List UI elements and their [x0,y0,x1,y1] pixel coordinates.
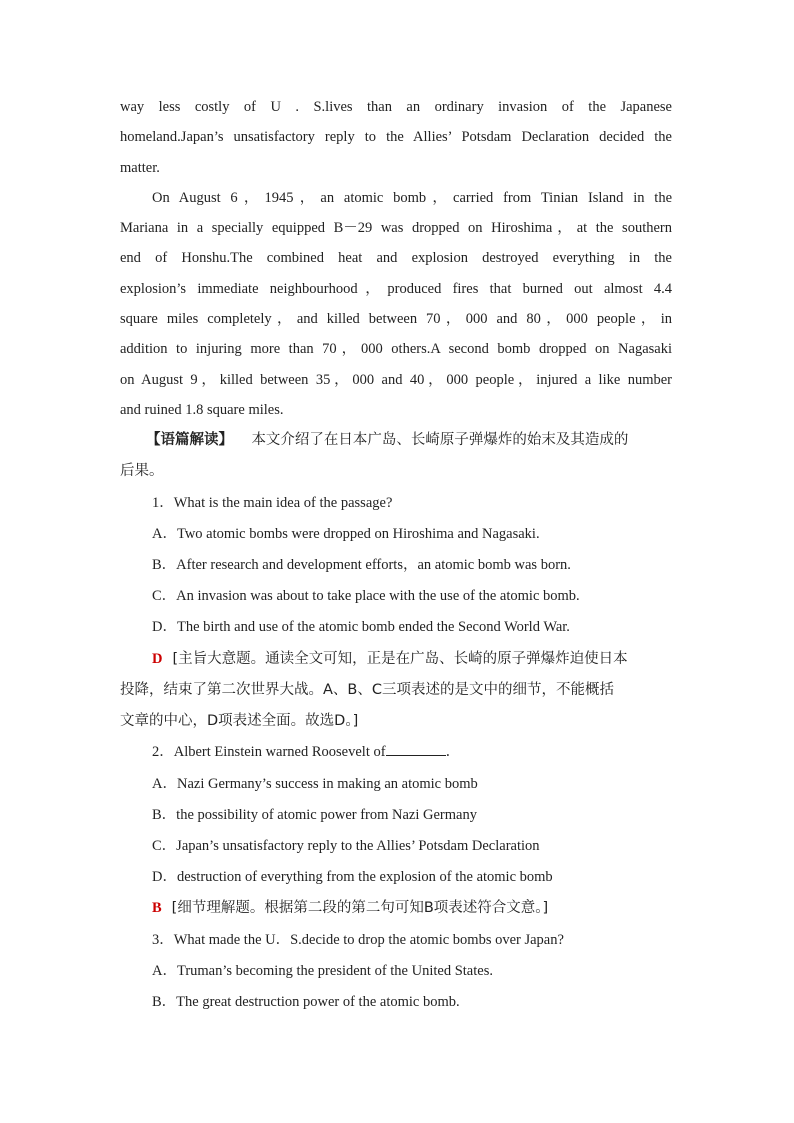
text-line: end of Honshu.The combined heat and explosion destroyed everything in the [120,250,672,267]
text-line: On August 6，1945，an atomic bomb，carried from Tinian Island in the [152,189,672,206]
explanation-text: [细节理解题。根据第二段的第二句可知B项表述符合文意。] [171,900,549,917]
analysis-text: 本文介绍了在日本广岛、长崎原子弹爆炸的始末及其造成的 [251,432,629,449]
option-a: A．Truman’s becoming the president of the United States. [152,962,493,979]
question-1 [120,488,672,738]
explanation-text: 投降，结束了第二次世界大战。A、B、C三项表述的是文中的细节，不能概括 [120,681,614,698]
answer-key: D [152,650,163,667]
explanation-text: [主旨大意题。通读全文可知，正是在广岛、长崎的原子弹爆炸迫使日本 [172,650,628,667]
option-a: A．Nazi Germany’s success in making an atomic bomb [152,775,478,792]
text-line: homeland.Japan’s unsatisfactory reply to the Allies’ Potsdam Declaration decided the [120,129,672,146]
question-stem: 2．Albert Einstein warned Roosevelt of ． [120,737,672,768]
option-c: C．Japan’s unsatisfactory reply to the Allies’ Potsdam Declaration [152,837,540,854]
text-line: on August 9，killed between 35，000 and 40，000 people，injured a like number [120,371,672,388]
document-page [120,92,672,1018]
text-line: matter. [120,159,160,176]
question-stem: 1．What is the main idea of the passage? [152,494,393,511]
option-a: A．Two atomic bombs were dropped on Hiroshima and Nagasaki. [152,525,540,542]
analysis-label: 【语篇解读】 [146,432,233,449]
option-d: D．destruction of everything from the explosion of the atomic bomb [152,869,553,886]
passage-paragraph-2 [120,183,672,425]
text-line: addition to injuring more than 70，000 others.A second bomb dropped on Nagasaki [120,341,672,358]
question-stem: 3．What made the U．S.decide to drop the atomic bombs over Japan? [152,931,564,948]
text-line: explosion’s immediate neighbourhood，produced fires that burned out almost 4.4 [120,280,672,297]
question-3 [120,925,672,1019]
option-b: B．The great destruction power of the atomic bomb. [152,993,460,1010]
explanation-text: 文章的中心，D项表述全面。故选D。] [120,713,359,730]
text-line: square miles completely，and killed between 70，000 and 80，000 people，in [120,311,672,328]
passage-analysis [120,425,672,487]
option-c: C．An invasion was about to take place with the use of the atomic bomb. [152,588,580,605]
text-line: and ruined 1.8 square miles. [120,401,284,418]
answer-key: B [152,900,162,917]
option-b: B．the possibility of atomic power from Nazi Germany [152,806,477,823]
text-line: Mariana in a specially equipped B－29 was dropped on Hiroshima，at the southern [120,220,672,237]
analysis-text: 后果。 [120,463,164,480]
answer-blank [386,741,446,756]
question-2 [120,737,672,924]
option-d: D．The birth and use of the atomic bomb ended the Second World War. [152,619,570,636]
passage-paragraph-1 [120,92,672,183]
text-line: way less costly of U . S.lives than an ordinary invasion of the Japanese [120,99,672,115]
option-b: B．After research and development efforts，an atomic bomb was born. [152,557,571,574]
